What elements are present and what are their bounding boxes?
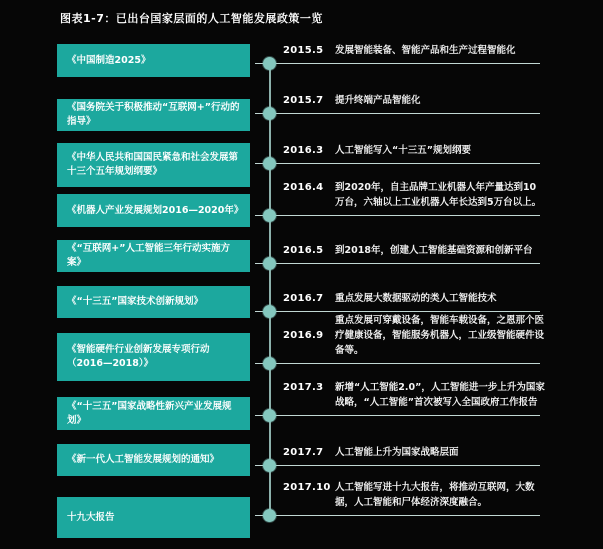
policy-box <box>57 333 250 381</box>
timeline-dot <box>263 107 276 120</box>
policy-box <box>57 240 250 272</box>
policy-box <box>57 397 250 430</box>
row-separator-line <box>255 163 540 164</box>
policy-box <box>57 143 250 187</box>
timeline-dot <box>263 305 276 318</box>
policy-box-label: 《“十三五”国家技术创新规划》 <box>67 296 203 307</box>
timeline-axis <box>269 63 271 516</box>
policy-box <box>57 497 250 538</box>
timeline-dot <box>263 409 276 422</box>
policy-box-label: 《新一代人工智能发展规划的通知》 <box>67 454 220 465</box>
row-separator-line <box>255 363 540 364</box>
policy-box <box>57 44 250 77</box>
policy-description: 重点发展可穿戴设备，智能车载设备，之恩那个医疗健康设备，智能服务机器人，工业级智能硬件设备等。 <box>335 315 545 356</box>
date-label: 2016.3 <box>283 145 324 156</box>
timeline-dot <box>263 357 276 370</box>
figure-title: 图表1-7：已出台国家层面的人工智能发展政策一览 <box>60 12 323 25</box>
policy-box <box>57 286 250 318</box>
timeline-dot <box>263 57 276 70</box>
policy-box-label: 《智能硬件行业创新发展专项行动（2016—2018）》 <box>67 344 210 369</box>
timeline-dot <box>263 257 276 270</box>
timeline-dot <box>263 157 276 170</box>
policy-box-label: 《国务院关于积极推动“互联网+”行动的指导》 <box>67 102 240 127</box>
policy-description: 提升终端产品智能化 <box>335 95 421 106</box>
row-separator-line <box>255 113 540 114</box>
date-label: 2016.9 <box>283 330 324 341</box>
policy-description: 新增“人工智能2.0”，人工智能进一步上升为国家战略，“人工智能”首次被写入全国政府工作报告 <box>335 382 545 408</box>
policy-box <box>57 99 250 131</box>
policy-box <box>57 444 250 476</box>
policy-box-label: 《“十三五”国家战略性新兴产业发展规划》 <box>67 400 232 426</box>
row-separator-line <box>255 415 540 416</box>
row-separator-line <box>255 215 540 216</box>
timeline-dot <box>263 459 276 472</box>
date-label: 2016.4 <box>283 182 324 193</box>
policy-description: 人工智能写进十九大报告，将推动互联网，大数据，人工智能和尸体经济深度融合。 <box>335 482 535 508</box>
date-label: 2015.7 <box>283 95 324 106</box>
policy-description: 重点发展大数据驱动的类人工智能技术 <box>335 293 497 304</box>
date-label: 2016.7 <box>283 293 324 304</box>
row-separator-line <box>255 465 540 466</box>
policy-description: 发展智能装备、智能产品和生产过程智能化 <box>335 45 516 56</box>
timeline-dot <box>263 209 276 222</box>
policy-box-label: 《中国制造2025》 <box>67 54 151 66</box>
policy-description: 到2018年，创建人工智能基础资源和创新平台 <box>335 245 533 256</box>
row-separator-line <box>255 63 540 64</box>
row-separator-line <box>255 515 540 516</box>
date-label: 2017.10 <box>283 482 331 493</box>
policy-box-label: 十九大报告 <box>67 511 115 523</box>
row-separator-line <box>255 263 540 264</box>
policy-description: 人工智能上升为国家战略层面 <box>335 447 459 458</box>
policy-box <box>57 194 250 227</box>
row-separator-line <box>255 311 540 312</box>
policy-description: 到2020年，自主品牌工业机器人年产量达到10万台，六轴以上工业机器人年长达到5万台以上。 <box>335 182 542 208</box>
policy-box-label: 《中华人民共和国国民紧急和社会发展第十三个五年规划纲要》 <box>67 152 239 177</box>
date-label: 2016.5 <box>283 245 324 256</box>
date-label: 2017.3 <box>283 382 324 393</box>
policy-box-label: 《“互联网+”人工智能三年行动实施方案》 <box>67 243 230 268</box>
policy-box-label: 《机器人产业发展规划2016—2020年》 <box>67 204 244 216</box>
timeline-dot <box>263 509 276 522</box>
policy-description: 人工智能写入“十三五”规划纲要 <box>335 145 471 156</box>
date-label: 2015.5 <box>283 45 324 56</box>
date-label: 2017.7 <box>283 447 324 458</box>
